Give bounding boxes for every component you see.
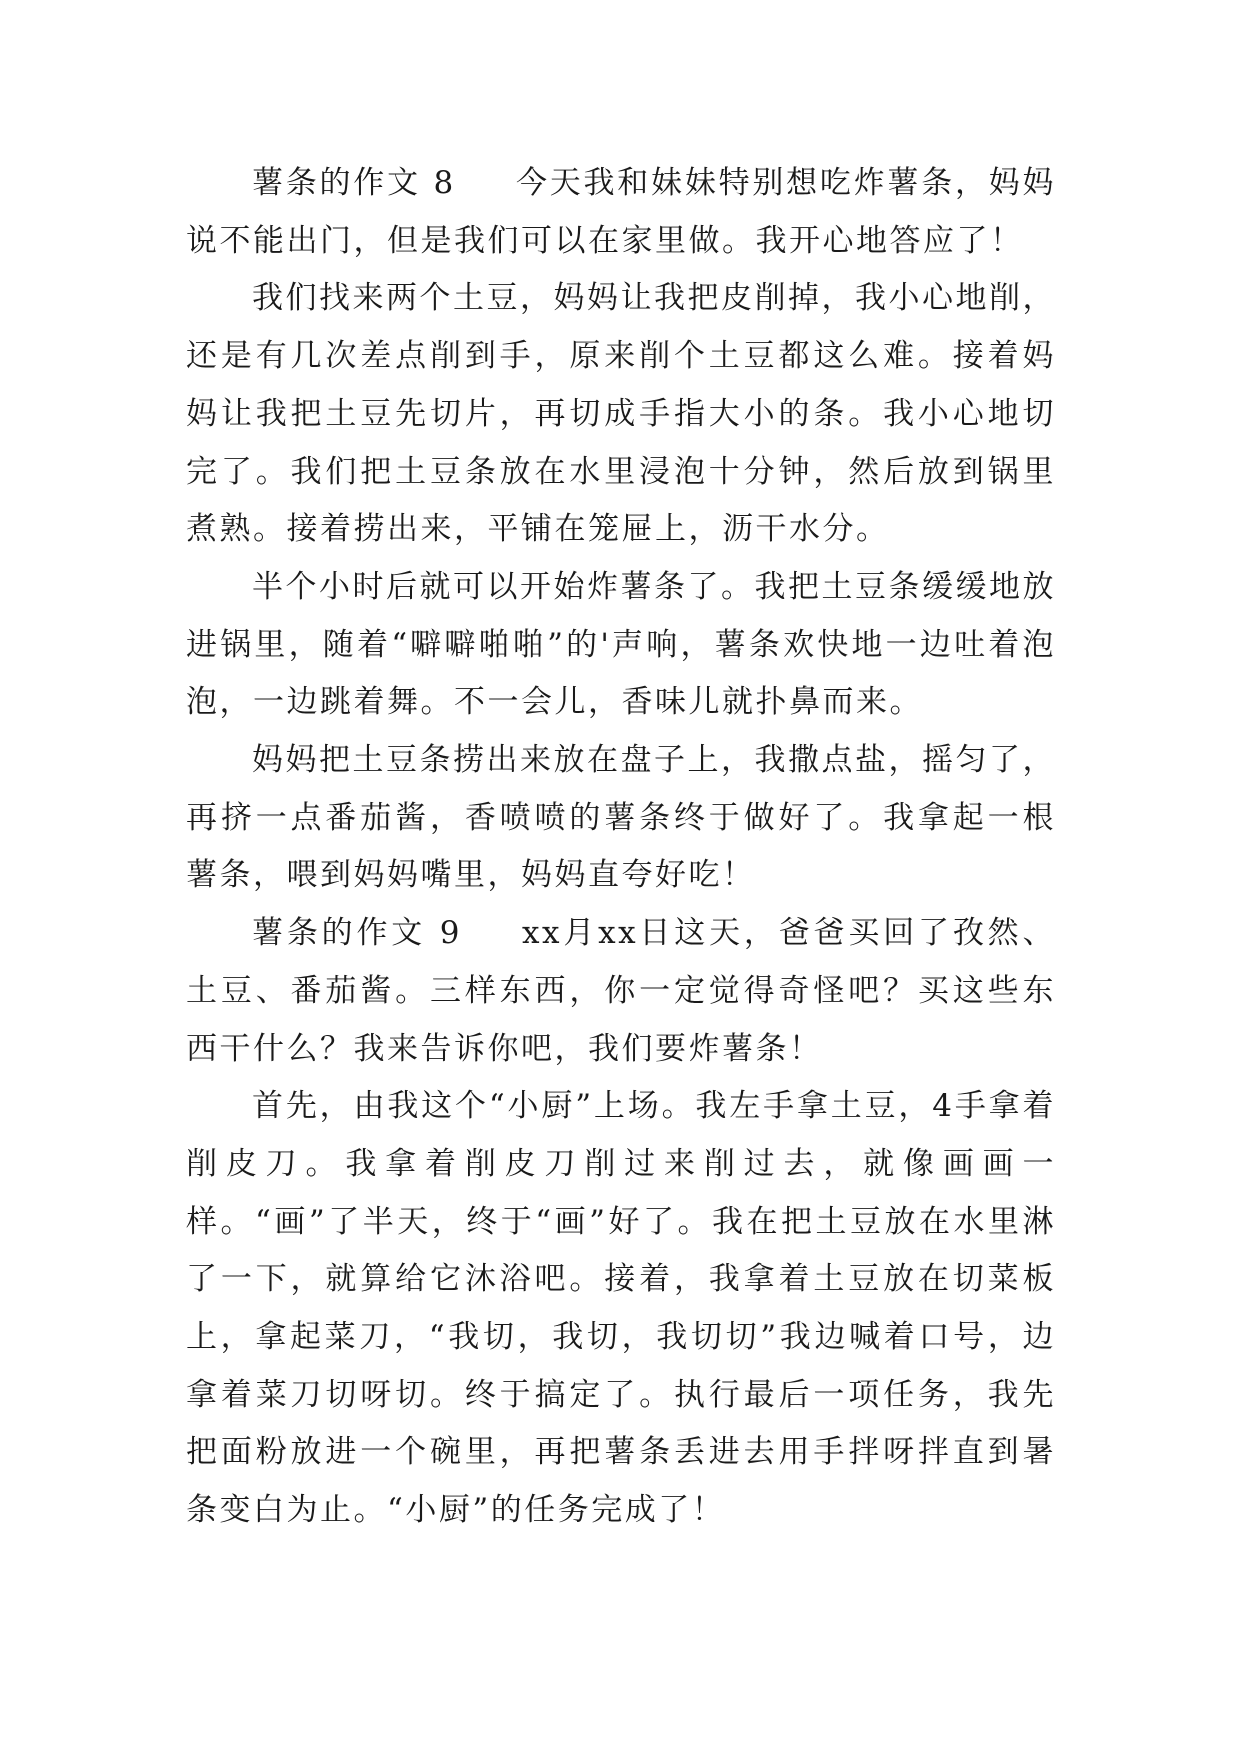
essay-body xyxy=(186,155,1056,1540)
paragraph-text: 今天我和妹妹特别想吃炸薯条，妈妈说不能出门，但是我们可以在家里做。我开心地答应了！ xyxy=(186,165,1057,259)
paragraph-5 xyxy=(186,905,1056,1078)
essay-heading-9: 薯条的作文 9 xyxy=(252,915,463,952)
paragraph-text: xx月xx日这天，爸爸买回了孜然、土豆、番茄酱。三样东西，你一定觉得奇怪吧？买这些东西干什么？我来告诉你吧，我们要炸薯条！ xyxy=(186,915,1057,1067)
paragraph-3 xyxy=(186,559,1056,732)
paragraph-text: 首先，由我这个“小厨”上场。我左手拿土豆，4手拿着削皮刀。我拿着削皮刀削过来削过去，就像画画一样。“画”了半天，终于“画”好了。我在把土豆放在水里淋了一下，就算给它沐浴吧。接着，我拿着土豆放在切菜板上，拿起菜刀，“我切，我切，我切切”我边喊着口号，边拿着菜刀切呀切。终于搞定了。执行最后一项任务，我先把面粉放进一个碗里，再把薯条丢进去用手拌呀拌直到暑条变白为止。“小厨”的任务完成了！ xyxy=(186,1088,1056,1529)
essay-heading-8: 薯条的作文 8 xyxy=(252,165,456,201)
paragraph-6 xyxy=(186,1078,1056,1540)
paragraph-text: 妈妈把土豆条捞出来放在盘子上，我撒点盐，摇匀了，再挤一点番茄酱，香喷喷的薯条终于做好了。我拿起一根薯条，喂到妈妈嘴里，妈妈直夸好吃！ xyxy=(186,742,1056,894)
paragraph-1 xyxy=(186,155,1056,270)
paragraph-text: 半个小时后就可以开始炸薯条了。我把土豆条缓缓地放进锅里，随着“噼噼啪啪”的'声响，薯条欢快地一边吐着泡泡，一边跳着舞。不一会儿，香味儿就扑鼻而来。 xyxy=(186,568,1056,721)
paragraph-text: 我们找来两个土豆，妈妈让我把皮削掉，我小心地削，还是有几次差点削到手，原来削个土豆都这么难。接着妈妈让我把土豆先切片，再切成手指大小的条。我小心地切完了。我们把土豆条放在水里浸泡十分钟，然后放到锅里煮熟。接着捞出来，平铺在笼屉上，沥干水分。 xyxy=(186,280,1056,548)
paragraph-4 xyxy=(186,732,1056,905)
paragraph-2 xyxy=(186,270,1056,559)
